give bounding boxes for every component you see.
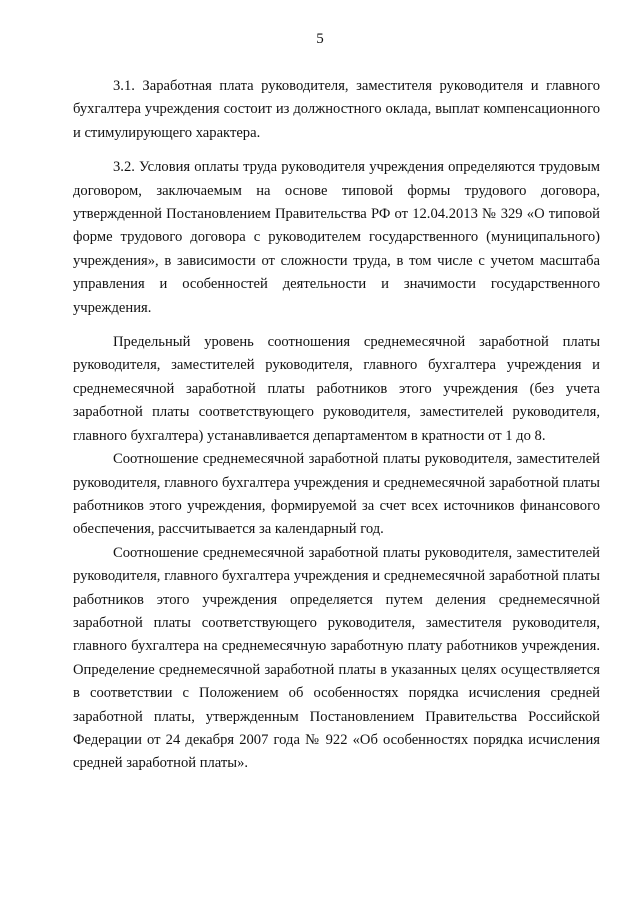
paragraph-3-1: 3.1. Заработная плата руководителя, заместителя руководителя и главного бухгалтера учреждения состоит из должностного оклада, выплат компенсационного и стимулирующего характера.	[73, 78, 600, 141]
page-number: 5	[316, 31, 324, 47]
paragraph-ratio-determination: Соотношение среднемесячной заработной платы руководителя, заместителей руководителя, главного бухгалтера учреждения и среднемесячной заработной платы работников этого учреждения определяется путем деления среднемесячной заработной платы соответствующего руководителя, заместителя руководителя, главного бухгалтера на среднемесячную заработную плату работников учреждения. Определение среднемесячной заработной платы в указанных целях осуществляется в соответствии с Положением об особенностях порядка исчисления средней заработной платы, утвержденным Постановлением Правительства Российской Федерации от 24 декабря 2007 года № 922 «Об особенностях порядка исчисления средней заработной платы».	[73, 544, 600, 772]
paragraph-ratio-calculation-period: Соотношение среднемесячной заработной платы руководителя, заместителей руководителя, главного бухгалтера учреждения и среднемесячной заработной платы работников этого учреждения, формируемой за счет всех источников финансового обеспечения, рассчитывается за календарный год.	[73, 451, 600, 538]
paragraph-3-2: 3.2. Условия оплаты труда руководителя учреждения определяются трудовым договором, заключаемым на основе типовой формы трудового договора, утвержденной Постановлением Правительства РФ от 12.04.2013 № 329 «О типовой форме трудового договора с руководителем государственного (муниципального) учреждения», в зависимости от сложности труда, в том числе с учетом масштаба управления и особенностей деятельности и значимости государственного учреждения.	[73, 159, 600, 316]
document-body	[73, 75, 600, 776]
paragraph-ratio-limit: Предельный уровень соотношения среднемесячной заработной платы руководителя, заместителей руководителя, главного бухгалтера учреждения и среднемесячной заработной платы работников этого учреждения (без учета заработной платы соответствующего руководителя, заместителей руководителя, главного бухгалтера) устанавливается департаментом в кратности от 1 до 8.	[73, 334, 600, 444]
